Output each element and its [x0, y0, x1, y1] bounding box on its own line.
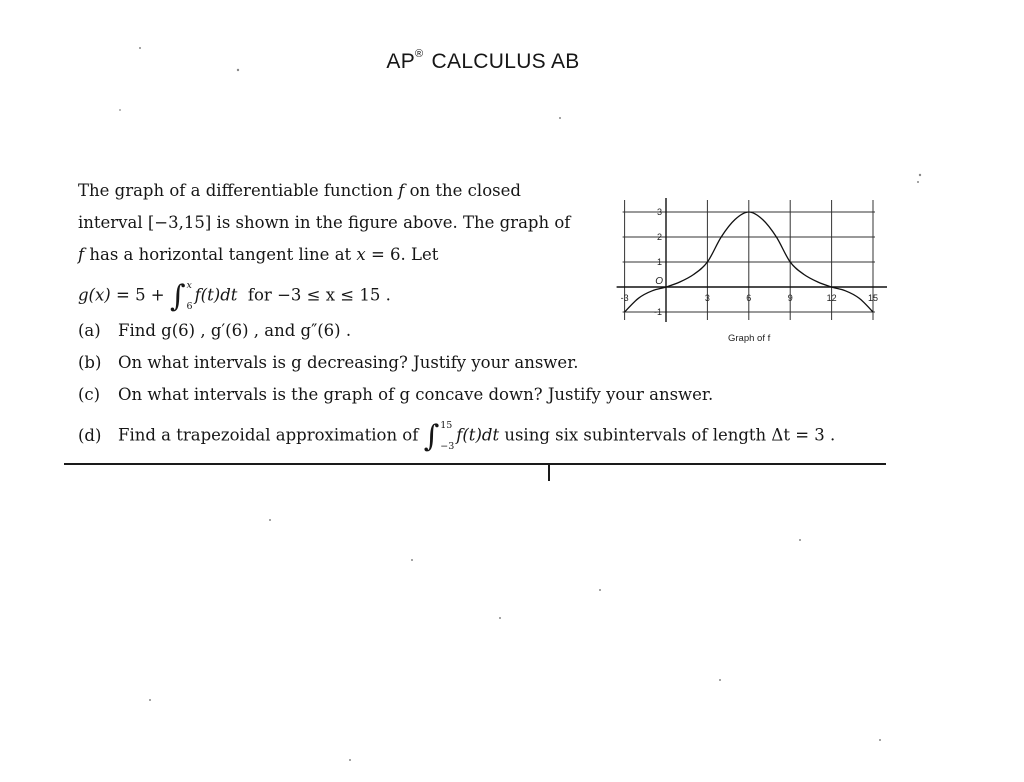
- intro-line-3: f has a horizontal tangent line at x = 6. Let: [78, 245, 439, 264]
- y-tick-label: -1: [653, 307, 662, 317]
- intro-line-1: The graph of a differentiable function f on the closed: [78, 181, 521, 200]
- y-tick-label: 3: [656, 207, 662, 217]
- intro-line-2: interval [−3,15] is shown in the figure above. The graph of: [78, 213, 571, 232]
- y-tick-label: 2: [656, 232, 662, 242]
- origin-label: O: [655, 276, 663, 287]
- graph-caption: Graph of f: [728, 333, 771, 344]
- x-tick-label: 9: [787, 293, 793, 303]
- x-tick-label: 15: [867, 293, 879, 303]
- part-a: (a) Find g(6) , g′(6) , and g″(6) .: [78, 321, 352, 340]
- part-d: (d) Find a trapezoidal approximation of ∫ 15 −3 f(t)dt using six subintervals of length Δt = 3 .: [78, 418, 836, 454]
- graph-of-f: [600, 180, 910, 350]
- g-definition: g(x) = 5 + ∫ x 6 f(t)dt for −3 ≤ x ≤ 15 .: [78, 278, 391, 314]
- x-tick-label: 3: [704, 293, 710, 303]
- page-title: AP® CALCULUS AB: [386, 48, 580, 73]
- x-tick-label: 12: [826, 293, 837, 303]
- integral-g: ∫ x 6: [169, 278, 193, 314]
- horizontal-divider: [64, 463, 886, 465]
- divider-tick: [548, 465, 550, 481]
- integral-trapezoid: ∫ 15 −3: [423, 418, 455, 454]
- y-tick-label: 1: [656, 257, 662, 267]
- part-b: (b) On what intervals is g decreasing? Justify your answer.: [78, 353, 579, 372]
- part-c: (c) On what intervals is the graph of g concave down? Justify your answer.: [78, 385, 714, 404]
- x-tick-label: -3: [620, 293, 629, 303]
- x-tick-label: 6: [746, 293, 752, 303]
